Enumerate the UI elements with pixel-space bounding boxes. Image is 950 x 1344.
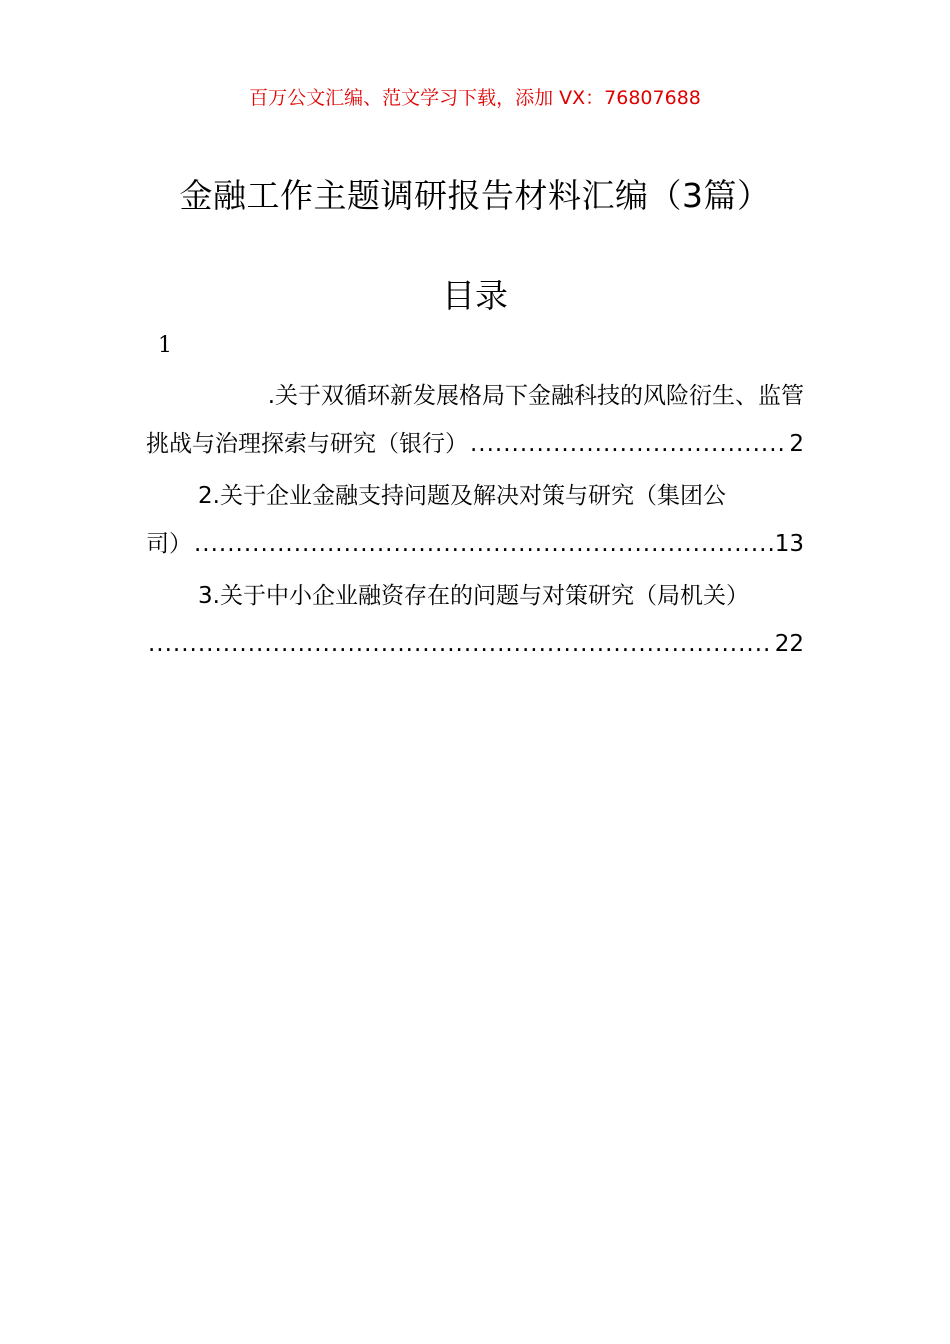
toc-item-2-title-continuation: 司）	[146, 531, 192, 557]
toc-item-2-line2[interactable]	[146, 524, 804, 564]
toc-item-3-page-number: 22	[774, 631, 804, 657]
document-title: 金融工作主题调研报告材料汇编（3篇）	[179, 176, 771, 215]
toc-dot-leader	[194, 524, 773, 564]
stray-number: 1	[158, 333, 172, 358]
toc-item-1-title-continuation: 挑战与治理探索与研究（银行）	[146, 431, 468, 457]
toc-dot-leader	[470, 424, 787, 464]
toc-item-1-line1[interactable]: .关于双循环新发展格局下金融科技的风险衍生、监管	[267, 383, 804, 409]
toc-item-3-line2[interactable]	[146, 624, 804, 664]
toc-item-3-line1[interactable]: 3.关于中小企业融资存在的问题与对策研究（局机关）	[198, 583, 749, 609]
toc-heading: 目录	[442, 276, 508, 315]
toc-item-2-page-number: 13	[774, 531, 804, 557]
toc-item-2-line1[interactable]: 2.关于企业金融支持问题及解决对策与研究（集团公	[198, 483, 726, 509]
toc-dot-leader	[148, 624, 773, 664]
toc-item-1-line2[interactable]	[146, 424, 804, 464]
toc-item-1-page-number: 2	[789, 431, 804, 457]
header-banner: 百万公文汇编、范文学习下载，添加 VX：76807688	[249, 87, 701, 109]
